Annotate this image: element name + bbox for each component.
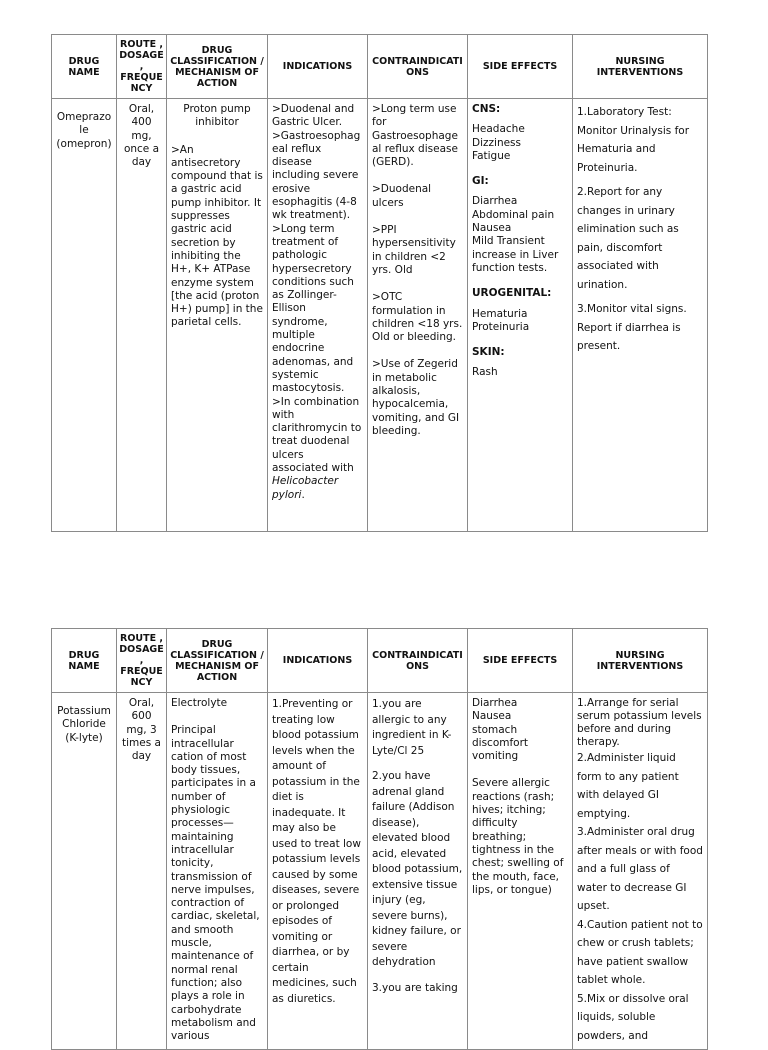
nursing-item: 5.Mix or dissolve oral liquids, soluble powders, and — [577, 992, 689, 1042]
indication-item: 1.Preventing or treating low blood potassium levels when the amount of potassium in the diet is inadequate. It may also be used to treat low potassium levels caused by some diseases, severe or prolonged episodes of vomiting or diarrhea, or by certain medicines, such as diuretics. — [272, 698, 361, 1005]
side-effect-item: Diarrhea — [472, 697, 518, 709]
side-effect-category: UROGENITAL: — [472, 287, 552, 300]
classification-title: Proton pump inhibitor — [183, 103, 251, 129]
contraindication-item: >Duodenal ulcers — [372, 183, 432, 209]
header-side-effects: SIDE EFFECTS — [468, 629, 573, 693]
header-route: ROUTE , DOSAGE, FREQUENCY — [117, 629, 167, 693]
indication-end: . — [301, 488, 305, 501]
side-effect-category: CNS: — [472, 103, 501, 115]
classification-cell — [167, 99, 268, 532]
side-effect-item: stomach discomfort — [472, 723, 529, 749]
nursing-item: 3.Administer oral drug after meals or with food and a full glass of water to decrease GI upset. — [577, 826, 703, 912]
drug-table-potassium-chloride — [51, 628, 708, 1050]
header-route: ROUTE , DOSAGE, FREQUENCY — [117, 35, 167, 99]
header-drug-name: DRUG NAME — [52, 629, 117, 693]
header-nursing: NURSING INTERVENTIONS — [573, 35, 708, 99]
drug-name-cell — [52, 693, 117, 1050]
side-effect-item: Rash — [472, 366, 498, 379]
nursing-item: 3.Monitor vital signs. Report if diarrhea is present. — [577, 303, 687, 352]
header-contraindications: CONTRAINDICATIONS — [368, 35, 468, 99]
side-effect-item: Mild Transient increase in Liver function tests. — [472, 235, 559, 274]
nursing-item: 4.Caution patient not to chew or crush tablets; have patient swallow tablet whole. — [577, 918, 703, 986]
side-effect-item: Dizziness — [472, 136, 521, 149]
mechanism-text: >An antisecretory compound that is a gastric acid pump inhibitor. It suppresses gastric acid secretion by inhibiting the H+, K+ ATPase enzyme system [the acid (proton H+) pump] in the parietal cells. — [171, 143, 263, 329]
nursing-item: 2.Report for any changes in urinary elimination such as pain, discomfort associated with urination. — [577, 186, 679, 291]
header-row — [52, 629, 708, 693]
table-row — [52, 99, 708, 532]
side-effect-item: Fatigue — [472, 149, 511, 162]
nursing-item: 1.Arrange for serial serum potassium levels before and during therapy. — [577, 697, 702, 748]
side-effects-cell — [468, 693, 573, 1050]
classification-title: Electrolyte — [171, 697, 228, 709]
drug-name-cell — [52, 99, 117, 532]
contraindication-item: >Use of Zegerid in metabolic alkalosis, hypocalcemia, vomiting, and GI bleeding. — [372, 358, 460, 437]
header-drug-name: DRUG NAME — [52, 35, 117, 99]
side-effect-category: GI: — [472, 175, 489, 188]
nursing-item: 1.Laboratory Test: Monitor Urinalysis for Hematuria and Proteinuria. — [577, 106, 690, 174]
contraindication-item: >Long term use for Gastroesophageal reflux disease (GERD). — [372, 103, 458, 169]
side-effect-item: Severe allergic reactions (rash; hives; itching; difficulty breathing; tightness in the chest; swelling of the mouth, face, lips, or tongue) — [472, 777, 564, 896]
route-cell — [117, 693, 167, 1050]
header-contraindications: CONTRAINDICATIONS — [368, 629, 468, 693]
header-indications: INDICATIONS — [268, 629, 368, 693]
contraindication-item: 3.you are taking — [372, 981, 458, 994]
mechanism-text: Principal intracellular cation of most body tissues, participates in a number of physiologic processes—maintaining intracellular tonicity, transmission of nerve impulses, contraction of cardiac, skeletal, and smooth muscle, maintenance of normal renal function; also plays a role in carbohydrate metabolism and various — [171, 724, 260, 1043]
header-indications: INDICATIONS — [268, 35, 368, 99]
drug-name: Potassium Chloride (K-lyte) — [57, 705, 111, 744]
route-dosage: Oral, 600 mg, 3 times a day — [122, 697, 161, 763]
classification-cell — [167, 693, 268, 1050]
side-effect-item: Nausea — [472, 710, 512, 723]
contraindication-item: 1.you are allergic to any ingredient in K-Lyte/Cl 25 — [372, 698, 452, 757]
indication-item — [272, 396, 363, 502]
side-effect-item: Headache — [472, 123, 525, 136]
contraindication-item: 2.you have adrenal gland failure (Addison disease), elevated blood acid, elevated blood potassium, extensive tissue injury (eg, severe burns), kidney failure, or severe dehydration — [372, 770, 463, 968]
indication-item: >Duodenal and Gastric Ulcer. — [272, 103, 355, 129]
side-effect-item: Hematuria — [472, 307, 528, 320]
indication-italic: Helicobacter pylori — [272, 475, 339, 501]
contraindication-item: >PPI hypersensitivity in children <2 yrs. Old — [372, 224, 456, 276]
indications-cell — [268, 693, 368, 1050]
side-effects-cell — [468, 99, 573, 532]
side-effect-category: SKIN: — [472, 346, 505, 359]
indication-text: >In combination with clarithromycin to treat duodenal ulcers associated with — [272, 395, 362, 475]
header-nursing: NURSING INTERVENTIONS — [573, 629, 708, 693]
nursing-item: 2.Administer liquid form to any patient with delayed GI emptying. — [577, 752, 679, 820]
indication-item: >Gastroesophageal reflux disease including severe erosive esophagitis (4-8 wk treatment). — [272, 129, 361, 222]
table-row — [52, 693, 708, 1050]
header-classification: DRUG CLASSIFICATION / MECHANISM OF ACTION — [167, 35, 268, 99]
route-dosage: Oral, 400 mg, once a day — [123, 103, 160, 169]
contraindications-cell — [368, 693, 468, 1050]
side-effect-item: vomiting — [472, 750, 519, 763]
contraindication-item: >OTC formulation in children <18 yrs. Old or bleeding. — [372, 291, 463, 344]
indication-item: >Long term treatment of pathologic hypersecretory conditions such as Zollinger-Ellison syndrome, multiple endocrine adenomas, and systemic mastocytosis. — [272, 222, 354, 395]
side-effect-item: Nausea — [472, 222, 512, 235]
nursing-cell — [573, 693, 708, 1050]
side-effect-item: Diarrhea — [472, 195, 518, 208]
route-cell — [117, 99, 167, 532]
header-classification: DRUG CLASSIFICATION / MECHANISM OF ACTION — [167, 629, 268, 693]
nursing-cell — [573, 99, 708, 532]
header-side-effects: SIDE EFFECTS — [468, 35, 573, 99]
drug-name: Omeprazole (omepron) — [56, 111, 112, 150]
side-effect-item: Abdominal pain — [472, 208, 555, 221]
indications-cell — [268, 99, 368, 532]
header-row — [52, 35, 708, 99]
contraindications-cell — [368, 99, 468, 532]
drug-table-omeprazole — [51, 34, 708, 532]
side-effect-item: Proteinuria — [472, 320, 530, 333]
